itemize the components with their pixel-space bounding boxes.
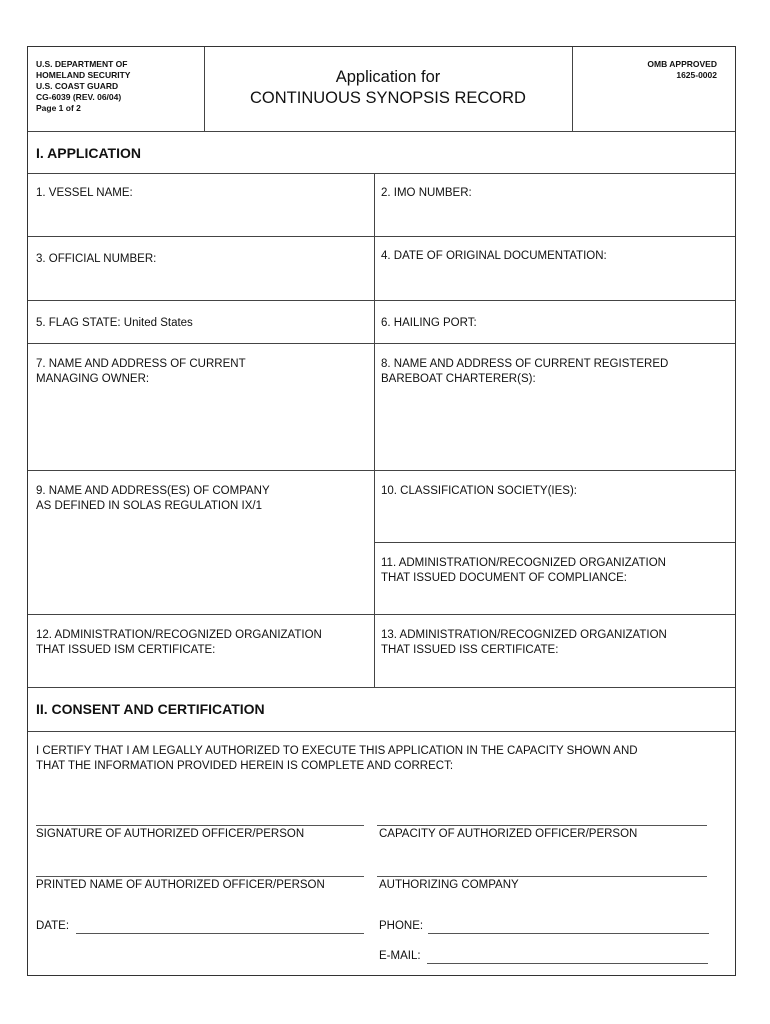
row-rule-6 [28, 614, 735, 615]
managing-owner-field[interactable]: 7. NAME AND ADDRESS OF CURRENT MANAGING OWNER: [36, 358, 246, 385]
flag-state-field[interactable]: 5. FLAG STATE: United States [36, 317, 193, 329]
section-consent-heading: II. CONSENT AND CERTIFICATION [36, 701, 265, 717]
email-label: E-MAIL: [379, 950, 421, 962]
row-rule-5-right [374, 542, 735, 543]
csr-application-form [27, 46, 736, 976]
section2-rule [28, 731, 735, 732]
ism-certificate-org-field[interactable]: 12. ADMINISTRATION/RECOGNIZED ORGANIZATION THAT ISSUED ISM CERTIFICATE: [36, 629, 322, 656]
capacity-line[interactable] [377, 825, 707, 826]
company-label: AUTHORIZING COMPANY [379, 879, 519, 891]
row-rule-4 [28, 470, 735, 471]
form-title-line1: Application for [335, 68, 441, 86]
phone-line[interactable] [428, 933, 709, 934]
section1-column-divider [374, 173, 375, 687]
bareboat-charterer-field[interactable]: 8. NAME AND ADDRESS OF CURRENT REGISTERED BAREBOAT CHARTERER(S): [381, 358, 669, 385]
header-bottom-rule [28, 131, 735, 132]
official-number-field[interactable]: 3. OFFICIAL NUMBER: [36, 253, 157, 265]
imo-number-field[interactable]: 2. IMO NUMBER: [381, 187, 472, 199]
section-application-heading: I. APPLICATION [36, 145, 141, 161]
classification-society-field[interactable]: 10. CLASSIFICATION SOCIETY(IES): [381, 485, 577, 497]
phone-label: PHONE: [379, 920, 424, 932]
company-line[interactable] [377, 876, 707, 877]
hailing-port-field[interactable]: 6. HAILING PORT: [381, 317, 477, 329]
row-rule-3 [28, 343, 735, 344]
form-title [204, 67, 572, 109]
printed-name-label: PRINTED NAME OF AUTHORIZED OFFICER/PERSON [36, 879, 325, 891]
agency-block: U.S. DEPARTMENT OF HOMELAND SECURITY U.S. COAST GUARD CG-6039 (REV. 06/04) Page 1 of 2 [36, 59, 131, 113]
section1-rule [28, 173, 735, 174]
form-title-line2: CONTINUOUS SYNOPSIS RECORD [250, 89, 526, 107]
date-original-documentation-field[interactable]: 4. DATE OF ORIGINAL DOCUMENTATION: [381, 250, 607, 262]
printed-name-line[interactable] [36, 876, 364, 877]
company-solas-field[interactable]: 9. NAME AND ADDRESS(ES) OF COMPANY AS DEFINED IN SOLAS REGULATION IX/1 [36, 485, 270, 512]
row-rule-1 [28, 236, 735, 237]
email-line[interactable] [427, 963, 708, 964]
date-line[interactable] [76, 933, 364, 934]
vessel-name-field[interactable]: 1. VESSEL NAME: [36, 187, 133, 199]
date-label: DATE: [36, 920, 70, 932]
omb-approval [647, 59, 717, 81]
header-divider-left [204, 47, 205, 131]
capacity-label: CAPACITY OF AUTHORIZED OFFICER/PERSON [379, 828, 638, 840]
omb-approved-label: OMB APPROVED [647, 59, 717, 69]
certification-statement: I CERTIFY THAT I AM LEGALLY AUTHORIZED TO EXECUTE THIS APPLICATION IN THE CAPACITY SHOWN AND THAT THE INFORMATION PROVIDED HEREIN IS COMPLETE AND CORRECT: [36, 745, 638, 772]
row-rule-2 [28, 300, 735, 301]
signature-line[interactable] [36, 825, 364, 826]
doc-compliance-org-field[interactable]: 11. ADMINISTRATION/RECOGNIZED ORGANIZATION THAT ISSUED DOCUMENT OF COMPLIANCE: [381, 557, 666, 584]
omb-number: 1625-0002 [676, 70, 717, 80]
header-divider-right [572, 47, 573, 131]
section1-bottom-rule [28, 687, 735, 688]
iss-certificate-org-field[interactable]: 13. ADMINISTRATION/RECOGNIZED ORGANIZATION THAT ISSUED ISS CERTIFICATE: [381, 629, 667, 656]
signature-label: SIGNATURE OF AUTHORIZED OFFICER/PERSON [36, 828, 305, 840]
